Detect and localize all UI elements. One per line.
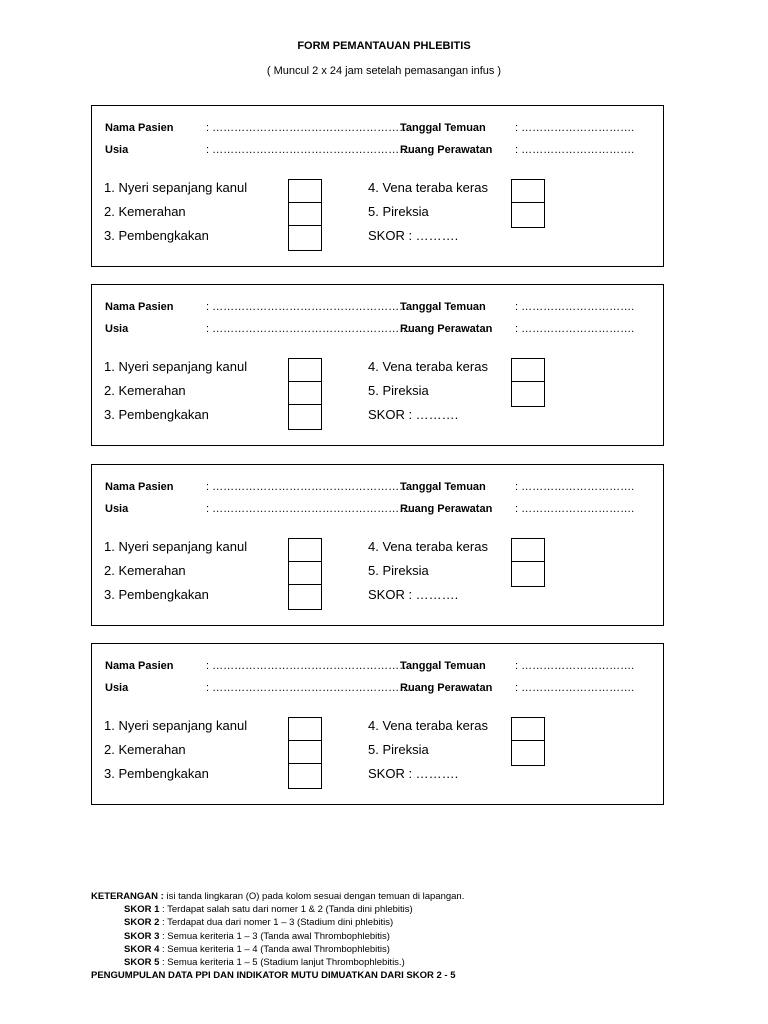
age-field[interactable]: : ………………………………………………. <box>206 323 414 335</box>
checkbox-criterion-3[interactable] <box>289 226 321 249</box>
checkbox-criterion-1[interactable] <box>289 718 321 741</box>
checkbox-column-left <box>288 179 322 251</box>
care-room-field[interactable]: : …………………………. <box>515 503 635 515</box>
checkbox-column-left <box>288 717 322 789</box>
criterion-5: 5. Pireksia <box>368 563 429 578</box>
skor-3-text: : Semua keriteria 1 – 3 (Tanda awal Thrombophlebitis) <box>159 930 390 942</box>
checkbox-column-left <box>288 358 322 430</box>
criterion-3: 3. Pembengkakan <box>104 407 209 422</box>
finding-date-label: Tanggal Temuan <box>400 660 486 672</box>
checkbox-criterion-4[interactable] <box>512 539 544 562</box>
checkbox-column-right <box>511 538 545 587</box>
skor-2-row <box>91 916 464 929</box>
criterion-5: 5. Pireksia <box>368 204 429 219</box>
checkbox-criterion-5[interactable] <box>512 562 544 585</box>
criterion-5: 5. Pireksia <box>368 742 429 757</box>
score-field[interactable]: SKOR : ………. <box>368 766 459 781</box>
checkbox-criterion-2[interactable] <box>289 562 321 585</box>
finding-date-label: Tanggal Temuan <box>400 481 486 493</box>
score-field[interactable]: SKOR : ………. <box>368 407 459 422</box>
criterion-2: 2. Kemerahan <box>104 204 186 219</box>
checkbox-column-left <box>288 538 322 610</box>
finding-date-field[interactable]: : …………………………. <box>515 481 635 493</box>
criterion-2: 2. Kemerahan <box>104 563 186 578</box>
skor-3-label: SKOR 3 <box>124 930 160 942</box>
age-label: Usia <box>105 323 129 335</box>
checkbox-criterion-3[interactable] <box>289 405 321 428</box>
criterion-3: 3. Pembengkakan <box>104 228 209 243</box>
checkbox-column-right <box>511 179 545 228</box>
checkbox-criterion-1[interactable] <box>289 180 321 203</box>
care-room-label: Ruang Perawatan <box>400 503 493 515</box>
checkbox-criterion-2[interactable] <box>289 203 321 226</box>
patient-name-field[interactable]: : ………………………………………………. <box>206 122 414 134</box>
care-room-field[interactable]: : …………………………. <box>515 323 635 335</box>
checkbox-criterion-1[interactable] <box>289 359 321 382</box>
checkbox-criterion-3[interactable] <box>289 764 321 787</box>
skor-5-label: SKOR 5 <box>124 957 160 969</box>
age-label: Usia <box>105 503 129 515</box>
criterion-4: 4. Vena teraba keras <box>368 359 488 374</box>
care-room-field[interactable]: : …………………………. <box>515 144 635 156</box>
checkbox-criterion-4[interactable] <box>512 359 544 382</box>
criterion-3: 3. Pembengkakan <box>104 766 209 781</box>
age-field[interactable]: : ………………………………………………. <box>206 144 414 156</box>
checkbox-criterion-3[interactable] <box>289 585 321 608</box>
checkbox-column-right <box>511 358 545 407</box>
finding-date-field[interactable]: : …………………………. <box>515 122 635 134</box>
patient-name-field[interactable]: : ………………………………………………. <box>206 660 414 672</box>
skor-4-row <box>91 943 464 956</box>
patient-name-label: Nama Pasien <box>105 660 174 672</box>
checkbox-criterion-2[interactable] <box>289 382 321 405</box>
age-label: Usia <box>105 682 129 694</box>
patient-name-label: Nama Pasien <box>105 481 174 493</box>
patient-name-field[interactable]: : ………………………………………………. <box>206 481 414 493</box>
monitoring-card <box>91 464 664 626</box>
monitoring-card <box>91 105 664 267</box>
finding-date-label: Tanggal Temuan <box>400 122 486 134</box>
checkbox-criterion-2[interactable] <box>289 741 321 764</box>
criterion-2: 2. Kemerahan <box>104 383 186 398</box>
criterion-4: 4. Vena teraba keras <box>368 539 488 554</box>
keterangan-label: KETERANGAN : <box>91 891 164 902</box>
skor-1-row <box>91 903 464 916</box>
age-field[interactable]: : ………………………………………………. <box>206 503 414 515</box>
finding-date-field[interactable]: : …………………………. <box>515 301 635 313</box>
care-room-label: Ruang Perawatan <box>400 144 493 156</box>
checkbox-criterion-5[interactable] <box>512 741 544 764</box>
criterion-5: 5. Pireksia <box>368 383 429 398</box>
skor-1-text: : Terdapat salah satu dari nomer 1 & 2 (Tanda dini phlebitis) <box>159 904 413 916</box>
checkbox-criterion-5[interactable] <box>512 203 544 226</box>
skor-4-text: : Semua keriteria 1 – 4 (Tanda awal Thrombophlebitis) <box>159 943 390 955</box>
skor-4-label: SKOR 4 <box>124 943 160 955</box>
age-field[interactable]: : ………………………………………………. <box>206 682 414 694</box>
finding-date-label: Tanggal Temuan <box>400 301 486 313</box>
finding-date-field[interactable]: : …………………………. <box>515 660 635 672</box>
footer-note <box>91 969 464 982</box>
care-room-label: Ruang Perawatan <box>400 323 493 335</box>
criterion-1: 1. Nyeri sepanjang kanul <box>104 359 248 374</box>
form-subtitle: ( Muncul 2 x 24 jam setelah pemasangan infus ) <box>266 65 502 77</box>
checkbox-criterion-4[interactable] <box>512 180 544 203</box>
keterangan-row <box>91 890 464 903</box>
checkbox-criterion-5[interactable] <box>512 382 544 405</box>
keterangan-text: isi tanda lingkaran (O) pada kolom sesuai dengan temuan di lapangan. <box>163 891 465 902</box>
footer-note-text: PENGUMPULAN DATA PPI DAN INDIKATOR MUTU DIMUATKAN DARI SKOR 2 - 5 <box>91 970 456 982</box>
skor-1-label: SKOR 1 <box>124 904 160 916</box>
criterion-3: 3. Pembengkakan <box>104 587 209 602</box>
patient-name-label: Nama Pasien <box>105 301 174 313</box>
form-title: FORM PEMANTAUAN PHLEBITIS <box>297 40 471 52</box>
skor-2-text: : Terdapat dua dari nomer 1 – 3 (Stadium dini phlebitis) <box>159 917 394 929</box>
checkbox-criterion-1[interactable] <box>289 539 321 562</box>
monitoring-card <box>91 643 664 805</box>
criterion-1: 1. Nyeri sepanjang kanul <box>104 718 248 733</box>
care-room-label: Ruang Perawatan <box>400 682 493 694</box>
criterion-1: 1. Nyeri sepanjang kanul <box>104 180 248 195</box>
skor-3-row <box>91 930 464 943</box>
score-field[interactable]: SKOR : ………. <box>368 228 459 243</box>
criterion-4: 4. Vena teraba keras <box>368 718 488 733</box>
skor-2-label: SKOR 2 <box>124 917 160 929</box>
patient-name-label: Nama Pasien <box>105 122 174 134</box>
notes-section <box>91 890 464 982</box>
checkbox-column-right <box>511 717 545 766</box>
skor-5-text: : Semua keriteria 1 – 5 (Stadium lanjut Thrombophlebitis.) <box>159 957 405 969</box>
criterion-1: 1. Nyeri sepanjang kanul <box>104 539 248 554</box>
score-field[interactable]: SKOR : ………. <box>368 587 459 602</box>
age-label: Usia <box>105 144 129 156</box>
care-room-field[interactable]: : …………………………. <box>515 682 635 694</box>
skor-5-row <box>91 956 464 969</box>
criterion-4: 4. Vena teraba keras <box>368 180 488 195</box>
checkbox-criterion-4[interactable] <box>512 718 544 741</box>
patient-name-field[interactable]: : ………………………………………………. <box>206 301 414 313</box>
criterion-2: 2. Kemerahan <box>104 742 186 757</box>
monitoring-card <box>91 284 664 446</box>
